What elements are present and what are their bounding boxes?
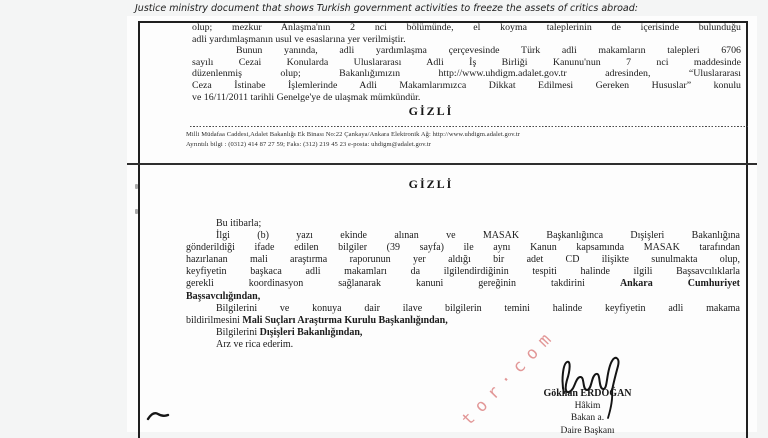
pen-mark-icon — [146, 410, 170, 422]
page1-body-text — [192, 22, 741, 103]
text-segment: adli yardımlaşmanın usul ve esaslarına yer verilmiştir. — [192, 33, 406, 45]
signature-scribble-icon — [540, 347, 630, 422]
document-line — [186, 327, 740, 339]
footer-contact-line: Ayrıntılı bilgi : (0312) 414 87 27 59; Faks: (312) 219 45 23 e-posta: uhdigm@adalet.gov.tr — [186, 140, 432, 148]
document-line — [186, 291, 740, 303]
image-caption: Justice ministry document that shows Turkish government activities to freeze the assets of critics abroad: — [135, 3, 638, 14]
text-segment: Arz ve rica ederim. — [216, 338, 294, 350]
text-segment: düzenlenmiş olup; Bakanlığımızın http://www.uhdigm.adalet.gov.tr adresinden, “Uluslararası — [192, 68, 741, 80]
page2-body-text — [186, 218, 740, 351]
document-line — [192, 34, 741, 46]
document-line — [192, 57, 741, 69]
text-segment: gönderildiği ifade edilen bilgiler (39 sayfa) ile aynı Kanun kapsamında MASAK tarafından — [186, 242, 740, 254]
document-line — [186, 254, 740, 266]
text-segment: Bu itibarla; — [216, 218, 262, 229]
signatory-name: Gökhan ERDOĞAN — [543, 388, 632, 399]
signatory-title: Hâkim — [574, 401, 601, 412]
watermark-text: tor·com — [458, 324, 562, 430]
text-segment: gerekli koordinasyon sağlanarak kanuni gereğinin takdirini — [186, 278, 620, 290]
text-segment: bildirilmesini — [186, 314, 243, 326]
footer-address-line: Milli Müdafaa Caddesi,Adalet Bakanlığı Ek Binası No:22 Çankaya/Ankara Elektronik Ağ: http://www.uhdigm.adalet.gov.tr — [186, 131, 521, 138]
classification-stamp-bottom: GİZLİ — [408, 177, 454, 191]
document-line — [192, 45, 741, 57]
classification-stamp-top: GİZLİ — [408, 104, 454, 118]
text-segment: Ceza İstinabe İşlemlerinde Adli Makamlarımızca Dikkat Edilmesi Gereken Hususlar” konulu — [192, 79, 741, 91]
text-segment: Bilgilerini ve konuya dair ilave bilgilerin temini halinde keyfiyetin adli makama — [216, 302, 740, 314]
document-line — [186, 278, 740, 290]
document-line — [186, 242, 740, 254]
document-line — [192, 92, 741, 104]
document-page — [127, 16, 757, 432]
document-line — [192, 68, 741, 80]
text-segment: olup; mezkur Anlaşma'nın 2 nci bölümünde, el koyma taleplerinin de içerisinde bulunduğu — [192, 22, 741, 33]
text-segment: keyfiyetin başkaca adli makamları da ilgilendirdiğinin tespiti halinde ilgili Başsavcılıklarla — [186, 266, 740, 278]
signatory-title: Daire Başkanı — [560, 425, 615, 436]
document-line — [192, 22, 741, 34]
text-segment: Başsavcılığından, — [186, 290, 261, 302]
signatory-title: Bakan a. — [570, 413, 605, 424]
text-segment: Bunun yanında, adli yardımlaşma çerçevesinde Türk adli makamların talepleri 6706 — [236, 45, 741, 57]
scan-artifact-mark — [135, 209, 138, 214]
document-line — [186, 315, 740, 327]
text-segment: Mali Suçları Araştırma Kurulu Başkanlığından, — [242, 314, 448, 326]
text-segment: Bilgilerini — [216, 326, 260, 338]
text-segment: hazırlanan mali araştırma raporunun yer aldığı bir adet CD ilişikte sunulmakta olup, — [186, 254, 740, 266]
text-segment: Dışişleri Bakanlığından, — [259, 326, 363, 338]
text-segment: İlgi (b) yazı ekinde alınan ve MASAK Başkanlığınca Dışişleri Bakanlığına — [216, 230, 740, 242]
document-line — [186, 339, 740, 351]
document-line — [186, 266, 740, 278]
document-line — [192, 80, 741, 92]
document-line — [186, 230, 740, 242]
document-line — [186, 218, 740, 230]
text-segment: sayılı Cezai Konularda Uluslararası Adli İş Birliği Kanunu'nun 7 nci maddesinde — [192, 56, 741, 68]
text-segment: ve 16/11/2011 tarihli Genelge'ye de ulaşmak mümkündür. — [192, 91, 421, 103]
scan-artifact-mark — [135, 184, 138, 189]
text-segment: Ankara Cumhuriyet — [619, 278, 740, 290]
footer-dotted-divider — [190, 126, 748, 127]
document-line — [186, 303, 740, 315]
page-separator-line — [127, 163, 757, 165]
